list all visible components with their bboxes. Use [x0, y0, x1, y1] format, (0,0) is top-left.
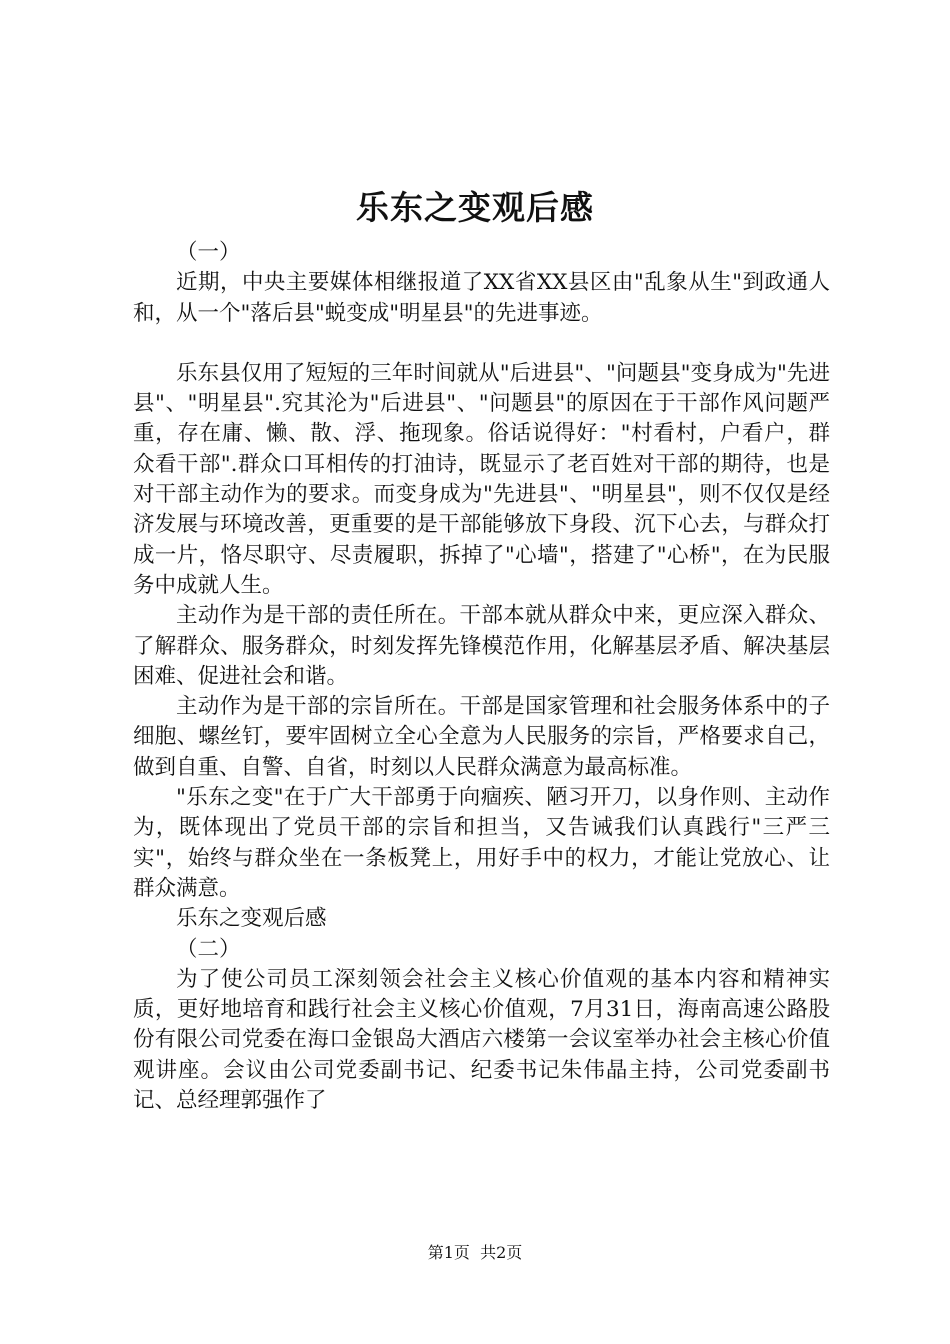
page-footer	[0, 1242, 950, 1264]
document-body	[133, 238, 830, 1116]
body-paragraph: "乐东之变"在于广大干部勇于向痼疾、陋习开刀，以身作则、主动作为，既体现出了党员干部的宗旨和担当，又告诫我们认真践行"三严三实"，始终与群众坐在一条板凳上，用好手中的权力，才能让党放心、让群众满意。	[133, 785, 830, 901]
page-number-total: 共2页	[480, 1243, 523, 1262]
body-paragraph: 为了使公司员工深刻领会社会主义核心价值观的基本内容和精神实质，更好地培育和践行社会主义核心价值观，7月31日，海南高速公路股份有限公司党委在海口金银岛大酒店六楼第一会议室举办社会主核心价值观讲座。会议由公司党委副书记、纪委书记朱伟晶主持，公司党委副书记、总经理郭强作了	[133, 966, 830, 1114]
section-title-repeat: 乐东之变观后感	[176, 906, 327, 932]
page-number-current: 第1页	[427, 1243, 470, 1262]
document-title: 乐东之变观后感	[356, 188, 594, 227]
body-paragraph: 主动作为是干部的责任所在。干部本就从群众中来，更应深入群众、了解群众、服务群众，时刻发挥先锋模范作用，化解基层矛盾、解决基层困难、促进社会和谐。	[133, 603, 830, 689]
body-paragraph: 近期，中央主要媒体相继报道了XX省XX县区由"乱象从生"到政通人和，从一个"落后县"蜕变成"明星县"的先进事迹。	[133, 270, 830, 326]
section-heading-1: （一）	[176, 240, 241, 265]
body-paragraph: 乐东县仅用了短短的三年时间就从"后进县"、"问题县"变身成为"先进县"、"明星县".究其沦为"后进县"、"问题县"的原因在于干部作风问题严重，存在庸、懒、散、浮、拖现象。俗话说得好："村看村，户看户，群众看干部".群众口耳相传的打油诗，既显示了老百姓对干部的期待，也是对干部主动作为的要求。而变身成为"先进县"、"明星县"，则不仅仅是经济发展与环境改善，更重要的是干部能够放下身段、沉下心去，与群众打成一片，恪尽职守、尽责履职，拆掉了"心墙"，搭建了"心桥"，在为民服务中成就人生。	[133, 360, 830, 598]
body-paragraph: 主动作为是干部的宗旨所在。干部是国家管理和社会服务体系中的子细胞、螺丝钉，要牢固树立全心全意为人民服务的宗旨，严格要求自己，做到自重、自警、自省，时刻以人民群众满意为最高标准。	[133, 694, 830, 780]
section-heading-2: （二）	[176, 936, 241, 962]
